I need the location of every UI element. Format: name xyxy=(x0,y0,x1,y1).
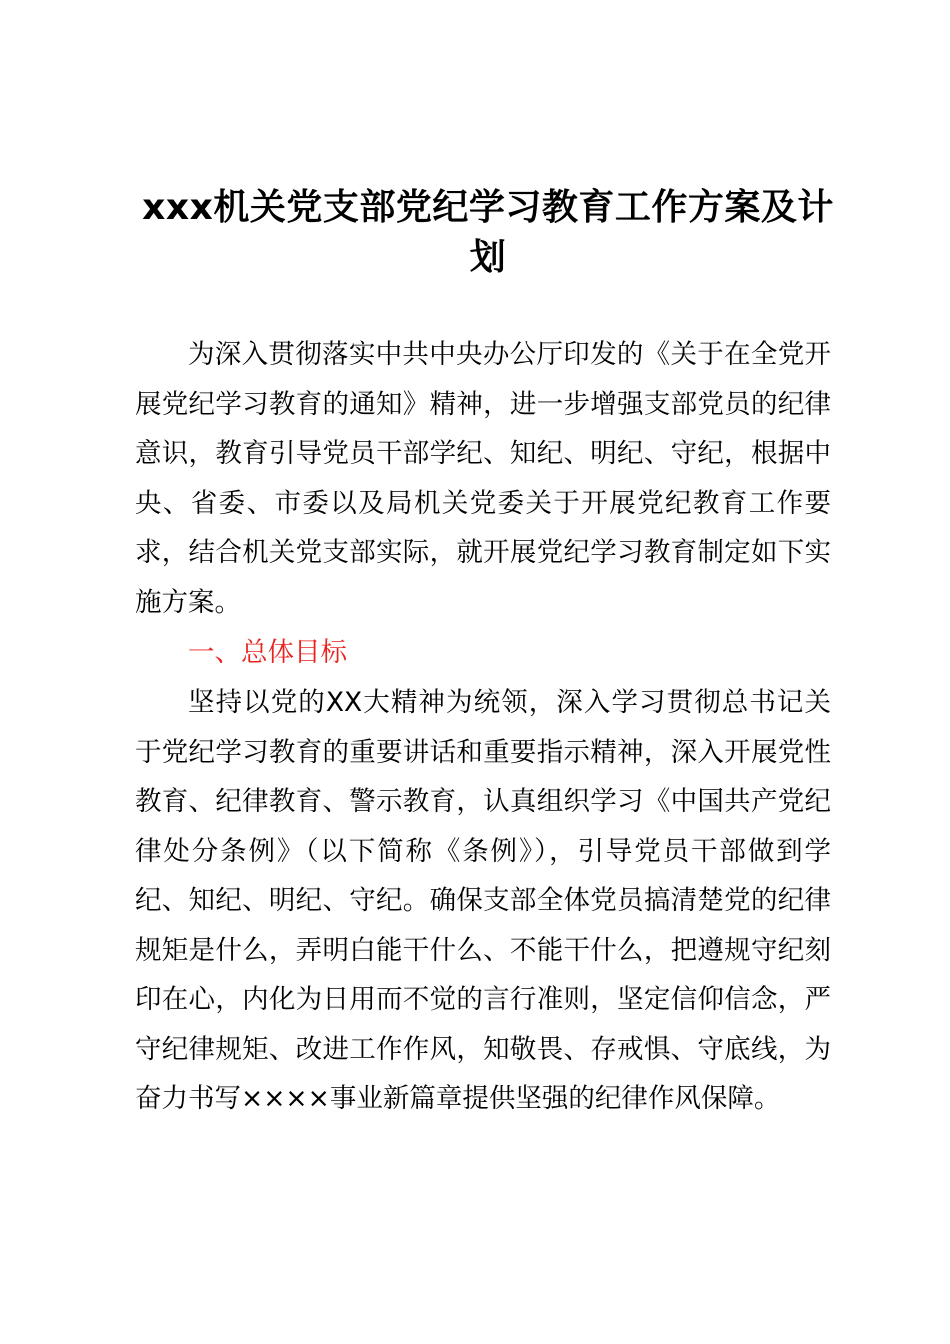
section-paragraph-overall-goal: 坚持以党的XX大精神为统领，深入学习贯彻总书记关于党纪学习教育的重要讲话和重要指示精神，深入开展党性教育、纪律教育、警示教育，认真组织学习《中国共产党纪律处分条例》（以下简称《条例》），引导党员干部做到学纪、知纪、明纪、守纪。确保支部全体党员搞清楚党的纪律规矩是什么，弄明白能干什么、不能干什么，把遵规守纪刻印在心，内化为日用而不觉的言行准则，坚定信仰信念，严守纪律规矩、改进工作作风，知敬畏、存戒惧、守底线，为奋力书写××××事业新篇章提供坚强的纪律作风保障。 xyxy=(135,687,831,1114)
section-heading-overall-goal: 一、总体目标 xyxy=(188,637,347,668)
document-title: xxx机关党支部党纪学习教育工作方案及计划 xyxy=(142,187,834,278)
intro-paragraph: 为深入贯彻落实中共中央办公厅印发的《关于在全党开展党纪学习教育的通知》精神，进一步增强支部党员的纪律意识，教育引导党员干部学纪、知纪、明纪、守纪，根据中央、省委、市委以及局机关党委关于开展党纪教育工作要求，结合机关党支部实际，就开展党纪学习教育制定如下实施方案。 xyxy=(135,339,831,618)
